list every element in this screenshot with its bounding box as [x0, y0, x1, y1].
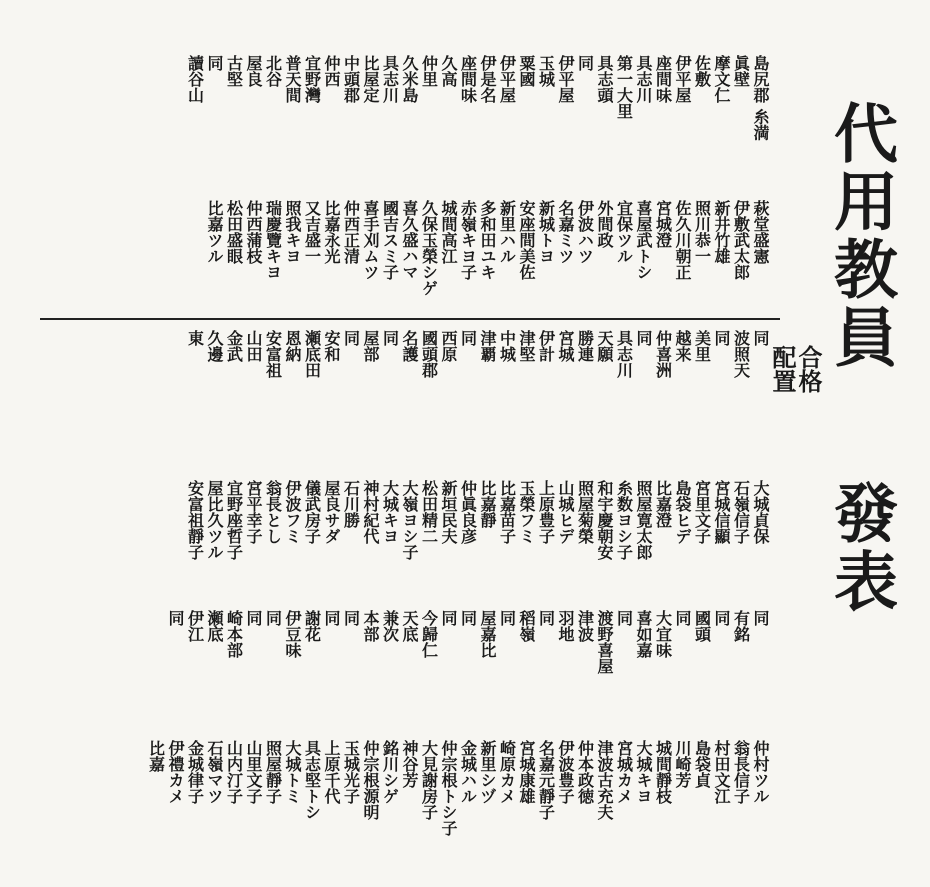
roster-entry: 仲眞良彦 — [458, 480, 478, 544]
roster-entry: 宮城康雄 — [517, 740, 536, 804]
roster-entry: 越来 — [673, 330, 692, 362]
roster-entry: 宜保ツル — [614, 200, 634, 264]
roster-entry: 天底 — [400, 610, 419, 642]
roster-entry: 上原千代 — [322, 740, 341, 804]
headline-title: 代用教員 — [823, 100, 898, 372]
roster-entry: 仲喜洲 — [653, 330, 673, 378]
roster-entry: 伊敷武太郎 — [731, 200, 751, 280]
roster-entry: 比嘉永光 — [322, 200, 341, 264]
roster-entry: 照川恭一 — [692, 200, 712, 264]
roster-entry: 美里 — [692, 330, 712, 362]
roster-entry: 瑞慶覽キヨ — [263, 200, 283, 280]
roster-entry: 伊江 — [185, 610, 205, 642]
roster-entry: 山城ヒデ — [556, 480, 575, 544]
roster-entry: 石川勝 — [341, 480, 361, 528]
roster-entry: 比嘉 — [146, 740, 166, 772]
roster-entry: 宮城澄 — [653, 200, 673, 248]
headline — [768, 100, 898, 393]
roster-entry: 羽地 — [556, 610, 575, 642]
roster-entry: 同 — [614, 610, 634, 626]
roster-entry: 粟國 — [517, 55, 536, 87]
roster-entry: 伊平屋 — [673, 55, 692, 103]
roster-entry: 安座間美佐 — [517, 200, 536, 280]
roster-entry: 伊計 — [536, 330, 556, 362]
roster-entry: 津覇 — [478, 330, 497, 362]
name-block-4 — [185, 480, 770, 590]
roster-entry: 伊波ハツ — [575, 200, 595, 264]
roster-entry: 宜野座哲子 — [224, 480, 244, 560]
roster-entry: 津波古充夫 — [595, 740, 614, 820]
roster-entry: 萩堂盛憲 — [751, 200, 770, 264]
roster-entry: 大見謝房子 — [419, 740, 439, 820]
roster-entry: 同 — [380, 330, 400, 346]
roster-entry: 同 — [439, 610, 458, 626]
roster-entry: 玉榮フミ — [517, 480, 536, 544]
name-block-1 — [185, 55, 770, 175]
roster-entry: 糸数ヨシ子 — [614, 480, 634, 560]
roster-entry: 同 — [341, 610, 361, 626]
roster-entry: 久高 — [439, 55, 458, 87]
roster-entry: 宮城信顯 — [712, 480, 731, 544]
roster-entry: 稻嶺 — [517, 610, 536, 642]
roster-entry: 中頭郡 — [341, 55, 361, 103]
roster-entry: 大城キヨ — [634, 740, 653, 804]
roster-entry: 仲西 — [322, 55, 341, 87]
roster-entry: 同 — [166, 610, 185, 626]
roster-entry: 同 — [341, 330, 361, 346]
roster-entry: 照屋寛太郎 — [634, 480, 653, 560]
roster-entry: 新城トヨ — [536, 200, 556, 264]
roster-entry: 島袋貞 — [692, 740, 712, 788]
headline-subtitle — [768, 345, 823, 393]
roster-entry: 島尻郡 糸満 — [751, 55, 770, 141]
roster-entry: 同 — [458, 330, 478, 346]
roster-entry: 座間味 — [653, 55, 673, 103]
roster-entry: 山内汀子 — [224, 740, 244, 804]
roster-entry: 同 — [751, 610, 770, 626]
roster-entry: 伊平屋 — [497, 55, 517, 103]
roster-entry: 北谷 — [263, 55, 283, 87]
roster-entry: 比嘉苗子 — [497, 480, 517, 544]
roster-entry: 金城律子 — [185, 740, 205, 804]
roster-entry: 多和田ユキ — [478, 200, 497, 280]
roster-entry: 古堅 — [224, 55, 244, 87]
roster-entry: 名嘉ミツ — [556, 200, 575, 264]
roster-entry: 國頭郡 — [419, 330, 439, 378]
roster-entry: 具志堅トシ — [302, 740, 322, 820]
roster-entry: 同 — [712, 330, 731, 346]
name-block-6 — [146, 740, 770, 855]
roster-entry: 山田 — [244, 330, 263, 362]
roster-entry: 同 — [673, 610, 692, 626]
roster-entry: 同 — [497, 610, 517, 626]
roster-entry: 同 — [712, 610, 731, 626]
roster-entry: 仲里 — [419, 55, 439, 87]
roster-entry: 座間味 — [458, 55, 478, 103]
roster-entry: 外間政 — [595, 200, 614, 248]
roster-entry: 謝花 — [302, 610, 322, 642]
roster-entry: 仲西蒲枝 — [244, 200, 263, 264]
roster-entry: 儀武房子 — [302, 480, 322, 544]
roster-entry: 伊是名 — [478, 55, 497, 103]
roster-entry: 赤嶺キヨ子 — [458, 200, 478, 280]
roster-entry: 安和 — [322, 330, 341, 362]
roster-entry: 比嘉靜 — [478, 480, 497, 528]
headline-subtitle-line-1: 合格 — [794, 345, 823, 393]
roster-entry: 石嶺マツ — [205, 740, 224, 804]
roster-entry: 喜屋武トシ — [634, 200, 653, 280]
roster-entry: 波照天 — [731, 330, 751, 378]
roster-entry: 國吉スミ子 — [380, 200, 400, 280]
roster-entry: 新井竹雄 — [712, 200, 731, 264]
roster-entry: 瀬底田 — [302, 330, 322, 378]
roster-entry: 仲宗根源明 — [361, 740, 380, 820]
roster-entry: 仲本政徳 — [575, 740, 595, 804]
roster-entry: 摩文仁 — [712, 55, 731, 103]
roster-entry: 西原 — [439, 330, 458, 362]
roster-entry: 宮城 — [556, 330, 575, 362]
roster-entry: 村田文江 — [712, 740, 731, 804]
roster-entry: 又吉盛一 — [302, 200, 322, 264]
headline-subtitle-line-2: 配置 — [768, 345, 797, 393]
roster-entry: 金城ハル — [458, 740, 478, 804]
roster-entry: 川崎芳 — [673, 740, 692, 788]
roster-entry: 名護 — [400, 330, 419, 362]
roster-entry: 伊平屋 — [556, 55, 575, 103]
roster-entry: 松田盛眼 — [224, 200, 244, 264]
roster-entry: 中城 — [497, 330, 517, 362]
roster-entry: 瀬底 — [205, 610, 224, 642]
roster-entry: 久保玉榮シゲ — [419, 200, 439, 296]
roster-entry: 比嘉澄 — [653, 480, 673, 528]
roster-entry: 島袋ヒデ — [673, 480, 692, 544]
roster-entry: 同 — [536, 610, 556, 626]
headline-announcement: 發表 — [823, 480, 898, 616]
roster-entry: 宮城カメ — [614, 740, 634, 804]
roster-entry: 具志川 — [634, 55, 653, 103]
roster-entry: 喜如嘉 — [634, 610, 653, 658]
name-block-5 — [166, 610, 771, 700]
roster-entry: 有銘 — [731, 610, 751, 642]
roster-entry: 大城キヨ — [380, 480, 400, 544]
divider-rule — [40, 318, 780, 320]
roster-entry: 普天間 — [283, 55, 302, 103]
roster-entry: 比屋定 — [361, 55, 380, 103]
roster-entry: 和宇慶朝安 — [595, 480, 614, 560]
roster-entry: 屋比久ツル — [205, 480, 224, 560]
roster-entry: 同 — [322, 610, 341, 626]
roster-entry: 山里文子 — [244, 740, 263, 804]
roster-entry: 東 — [185, 330, 205, 346]
roster-entry: 讀谷山 — [185, 55, 205, 103]
roster-entry: 喜手刈ムツ — [361, 200, 380, 280]
roster-entry: 伊波フミ — [283, 480, 302, 544]
roster-entry: 國頭 — [692, 610, 712, 642]
roster-entry: 比嘉ツル — [205, 200, 224, 264]
roster-entry: 上原豊子 — [536, 480, 556, 544]
roster-entry: 名嘉元靜子 — [536, 740, 556, 820]
roster-entry: 津堅 — [517, 330, 536, 362]
roster-entry: 神村紀代 — [361, 480, 380, 544]
roster-entry: 同 — [575, 55, 595, 71]
roster-entry: 渡野喜屋 — [595, 610, 614, 674]
roster-entry: 新里ハル — [497, 200, 517, 264]
roster-entry: 伊豆味 — [283, 610, 302, 658]
roster-entry: 大城貞保 — [751, 480, 770, 544]
roster-entry: 同 — [205, 55, 224, 71]
roster-entry: 天願 — [595, 330, 614, 362]
roster-entry: 久邊 — [205, 330, 224, 362]
roster-entry: 同 — [634, 330, 653, 346]
roster-entry: 宜野灣 — [302, 55, 322, 103]
roster-entry: 同 — [751, 330, 770, 346]
roster-entry: 崎本部 — [224, 610, 244, 658]
roster-entry: 同 — [244, 610, 263, 626]
roster-entry: 眞壁 — [731, 55, 751, 87]
roster-entry: 屋部 — [361, 330, 380, 362]
roster-entry: 大城トミ — [283, 740, 302, 804]
roster-entry: 新垣民夫 — [439, 480, 458, 544]
roster-entry: 崎原カメ — [497, 740, 517, 804]
roster-entry: 同 — [263, 610, 283, 626]
roster-entry: 久米島 — [400, 55, 419, 103]
roster-entry: 具志川 — [614, 330, 634, 378]
roster-entry: 翁長信子 — [731, 740, 751, 804]
roster-entry: 屋良 — [244, 55, 263, 87]
roster-entry: 神谷芳 — [400, 740, 419, 788]
roster-entry: 城間靜枝 — [653, 740, 673, 804]
roster-entry: 今歸仁 — [419, 610, 439, 658]
roster-entry: 新里シヅ — [478, 740, 497, 804]
roster-entry: 仲西正清 — [341, 200, 361, 264]
roster-entry: 恩納 — [283, 330, 302, 362]
roster-entry: 佐敷 — [692, 55, 712, 87]
roster-entry: 松田精二 — [419, 480, 439, 544]
roster-entry: 安富祖 — [263, 330, 283, 378]
roster-entry: 照屋菊榮 — [575, 480, 595, 544]
roster-entry: 城間高江 — [439, 200, 458, 264]
roster-entry: 金武 — [224, 330, 244, 362]
roster-entry: 喜久盛ハマ — [400, 200, 419, 280]
roster-entry: 翁長とし — [263, 480, 283, 544]
roster-entry: 玉城 — [536, 55, 556, 87]
roster-entry: 仲宗根トシ子 — [439, 740, 458, 836]
roster-entry: 本部 — [361, 610, 380, 642]
roster-entry: 同 — [458, 610, 478, 626]
roster-entry: 玉城光子 — [341, 740, 361, 804]
roster-entry: 佐久川朝正 — [673, 200, 692, 280]
roster-entry: 宮平幸子 — [244, 480, 263, 544]
roster-entry: 宮里文子 — [692, 480, 712, 544]
roster-entry: 勝連 — [575, 330, 595, 362]
roster-entry: 大嶺ヨシ子 — [400, 480, 419, 560]
roster-entry: 大宜味 — [653, 610, 673, 658]
name-block-3 — [185, 330, 770, 440]
roster-entry: 兼次 — [380, 610, 400, 642]
roster-entry: 伊禮カメ — [166, 740, 185, 804]
roster-entry: 第一大里 — [614, 55, 634, 119]
roster-entry: 安富祖靜子 — [185, 480, 205, 560]
roster-entry: 照屋靜子 — [263, 740, 283, 804]
roster-entry: 仲村ツル — [751, 740, 770, 804]
roster-entry: 石嶺信子 — [731, 480, 751, 544]
roster-entry: 銘川シゲ — [380, 740, 400, 804]
roster-entry: 具志川 — [380, 55, 400, 103]
name-block-2 — [205, 200, 771, 305]
roster-entry: 津波 — [575, 610, 595, 642]
roster-entry: 屋良サダ — [322, 480, 341, 544]
roster-entry: 屋嘉比 — [478, 610, 497, 658]
roster-entry: 具志頭 — [595, 55, 614, 103]
roster-entry: 照我キヨ — [283, 200, 302, 264]
roster-entry: 伊波豊子 — [556, 740, 575, 804]
